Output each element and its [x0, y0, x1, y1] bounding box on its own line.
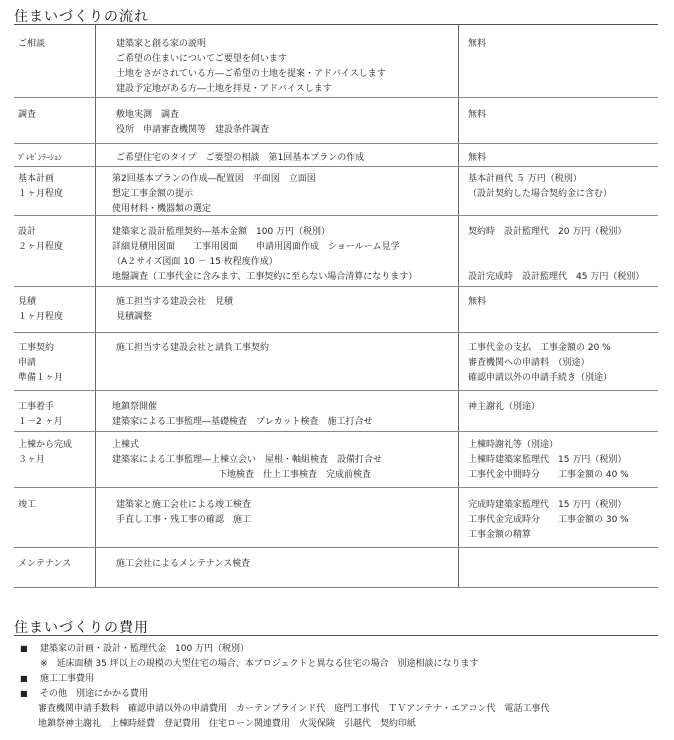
step-description: 使用材料・機器類の選定 [112, 204, 212, 214]
stage-label: ﾌﾟﾚｾﾞﾝﾃｰｼｮﾝ [18, 153, 62, 162]
step-description: 上棟式 [112, 440, 140, 450]
step-description: 地鎮祭開催 [112, 402, 158, 412]
fee-text: 確認申請以外の申請手続き（別途） [468, 373, 613, 383]
step-description: ご希望住宅のタイプ ご要望の相談 第1回基本プランの作成 [116, 153, 365, 163]
stage-label: １ヶ月程度 [18, 312, 64, 322]
row-divider [14, 487, 658, 488]
fee-text: 完成時建築家監理代 15 万円（税別） [468, 500, 627, 510]
step-description: 建築家と創る家の説明 [116, 39, 207, 49]
step-description: 施工会社によるメンテナンス検査 [116, 559, 251, 569]
flow-top-rule [14, 24, 658, 25]
cost-item: 建築家の計画・設計・監理代金 100 万円（税別） [40, 644, 250, 654]
cost-item: 施工工事費用 [40, 674, 95, 684]
step-description: 敷地実測 調査 [116, 110, 180, 120]
row-divider [14, 215, 658, 216]
stage-label: 上棟から完成 [18, 440, 73, 450]
fee-text: （設計契約した場合契約金に含む） [468, 189, 613, 199]
stage-label: ３ヶ月 [18, 455, 46, 465]
step-description: 下地検査 仕上工事検査 完成前検査 [218, 470, 372, 480]
bullet-icon: ■ [20, 689, 28, 698]
stage-label: ご相談 [18, 39, 46, 49]
fee-text: 設計完成時 設計監理代 45 万円（税別） [468, 272, 645, 282]
step-description: 土地をさがされている方―ご希望の土地を提案・アドバイスします [116, 69, 386, 79]
step-description: 施工担当する建設会社 見積 [116, 297, 234, 307]
step-description: ご希望の住まいについてご要望を伺います [116, 54, 287, 64]
step-description: 建築家と設計監理契約―基本金額 100 万円（税別） [112, 227, 331, 237]
stage-label: ２ヶ月程度 [18, 242, 64, 252]
cost-item: その他 別途にかかる費用 [40, 689, 149, 699]
fee-text: 審査機関への申請料 （別途） [468, 358, 590, 368]
step-description: 見積調整 [116, 312, 153, 322]
step-description: 建設予定地がある方―土地を拝見・アドバイスします [116, 84, 332, 94]
fee-text: 契約時 設計監理代 20 万円（税別） [468, 227, 627, 237]
fee-text: 無料 [468, 297, 487, 307]
stage-label: １－2 ヶ月 [18, 417, 63, 427]
fee-text: 無料 [468, 39, 487, 49]
step-description: （A２サイズ図面 10 － 15 枚程度作成） [112, 257, 278, 267]
stage-label: 工事着手 [18, 402, 55, 412]
fee-text: 工事代金完成時分 工事金額の 30 % [468, 515, 629, 525]
fee-text: 工事代金中間時分 工事金額の 40 % [468, 470, 629, 480]
cost-title: 住まいづくりの費用 [14, 620, 149, 636]
stage-label: 調査 [18, 110, 37, 120]
step-description: 地盤調査（工事代金に含みます、工事契約に至らない場合清算になります） [112, 272, 418, 282]
row-divider [14, 286, 658, 287]
fee-column-divider [458, 25, 459, 587]
stage-label: 基本計画 [18, 174, 55, 184]
row-divider [14, 390, 658, 391]
bullet-icon: ■ [20, 644, 28, 653]
stage-label: 準備１ヶ月 [18, 373, 64, 383]
fee-text: 基本計画代 ５ 万円（税別） [468, 174, 582, 184]
fee-text: 神主謝礼（別途） [468, 402, 541, 412]
row-divider [14, 587, 658, 588]
step-description: 建築家による工事監理―基礎検査 プレカット検査 施工打合せ [112, 417, 373, 427]
step-description: 手直し工事・残工事の確認 施工 [116, 515, 252, 525]
step-description: 施工担当する建設会社と請負工事契約 [116, 343, 270, 353]
fee-text: 上棟時建築家監理代 15 万円（税別） [468, 455, 627, 465]
fee-text: 工事代金の支払 工事金額の 20 % [468, 343, 611, 353]
step-description: 建築家と施工会社による竣工検査 [116, 500, 252, 510]
row-divider [14, 97, 658, 98]
fee-text: 無料 [468, 110, 487, 120]
fee-text: 無料 [468, 153, 487, 163]
stage-label: 工事契約 [18, 343, 55, 353]
stage-label: 申請 [18, 358, 37, 368]
row-divider [14, 143, 658, 144]
cost-note: ※ 延床面積 35 坪以上の規模の大型住宅の場合、本プロジェクトと異なる住宅の場合 別途相談になります [40, 659, 479, 669]
cost-subitems: 審査機関申請手数料 確認申請以外の申請費用 カーテンブラインド代 庭門工事代 ＴＶアンテナ・エアコン代 電話工事代 [38, 704, 550, 714]
step-description: 想定工事金額の提示 [112, 189, 194, 199]
step-description: 役所 申請審査機関等 建設条件調査 [116, 125, 270, 135]
stage-column-divider [95, 25, 96, 587]
flow-title: 住まいづくりの流れ [14, 9, 149, 25]
cost-subitems: 地鎮祭神主謝礼 上棟時経費 登記費用 住宅ローン関連費用 火災保険 引越代 契約印紙 [38, 719, 416, 729]
stage-label: 設計 [18, 227, 37, 237]
fee-text: 工事金額の精算 [468, 530, 532, 540]
fee-text: 上棟時謝礼等（別途） [468, 440, 559, 450]
stage-label: メンテナンス [18, 559, 72, 569]
row-divider [14, 166, 658, 167]
step-description: 詳細見積用図面 工事用図面 申請用図面作成 ショールーム見学 [112, 242, 400, 252]
stage-label: 見積 [18, 297, 37, 307]
row-divider [14, 431, 658, 432]
row-divider [14, 332, 658, 333]
bullet-icon: ■ [20, 674, 28, 683]
cost-top-rule [14, 635, 658, 636]
step-description: 建築家による工事監理―上棟立会い 屋根・軸組検査 設備打合せ [112, 455, 383, 465]
row-divider [14, 547, 658, 548]
step-description: 第2回基本プランの作成―配置図 平面図 立面図 [112, 174, 316, 184]
stage-label: １ヶ月程度 [18, 189, 64, 199]
stage-label: 竣工 [18, 500, 37, 510]
